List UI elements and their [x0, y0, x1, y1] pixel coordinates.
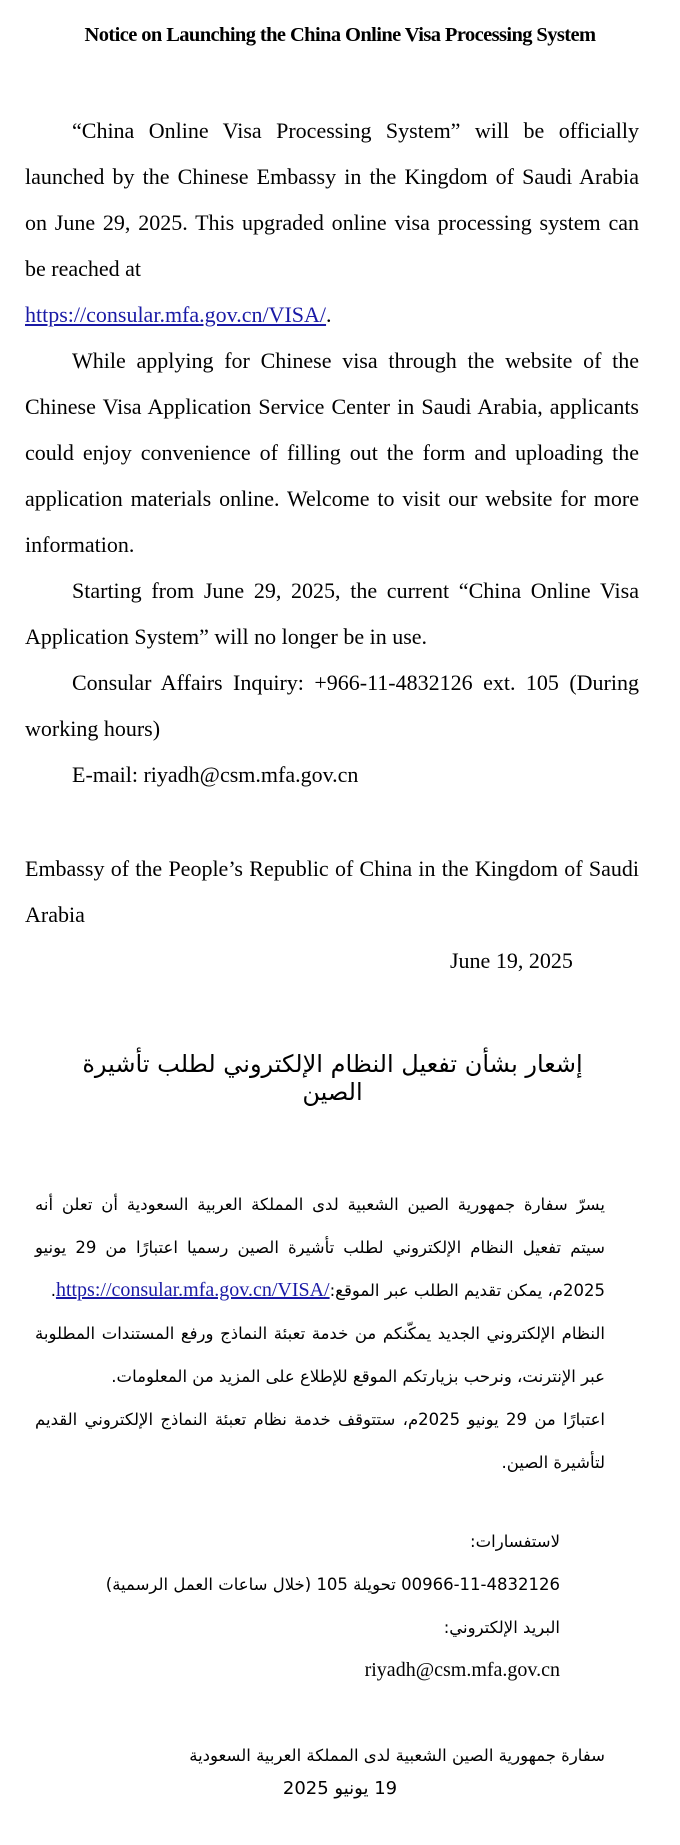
arabic-signature: [35, 1734, 605, 1778]
arabic-body: [35, 1183, 605, 1484]
arabic-contact: [80, 1520, 560, 1692]
arabic-email: riyadh@csm.mfa.gov.cn: [364, 1659, 560, 1681]
arabic-paragraph-2: النظام الإلكتروني الجديد يمكّنكم من خدمة تعبئة النماذج ورفع المستندات المطلوبة عبر الإنترنت، ونرحب بزيارتكم الموقع للإطلاع على المزيد من المعلومات.: [35, 1324, 605, 1386]
english-title: Notice on Launching the China Online Visa Processing System: [84, 24, 596, 46]
arabic-paragraph-1-end: .: [50, 1281, 56, 1300]
arabic-paragraph-1: [35, 1183, 605, 1312]
english-signature: Embassy of the People’s Republic of China in the Kingdom of Saudi Arabia: [25, 856, 639, 927]
english-body: [25, 108, 639, 798]
english-paragraph-4: Consular Affairs Inquiry: +966-11-4832126 ext. 105 (During working hours): [25, 670, 639, 741]
arabic-paragraph-1-text: يسرّ سفارة جمهورية الصين الشعبية لدى المملكة العربية السعودية أن تعلن أنه سيتم تفعيل النظام الإلكتروني لطلب تأشيرة الصين رسميا اعتبارًا من 29 يونيو 2025م، يمكن تقديم الطلب عبر الموقع:: [35, 1195, 605, 1300]
arabic-date: 19 يونيو 2025: [282, 1778, 398, 1799]
english-paragraph-1-text: “China Online Visa Processing System” will be officially launched by the Chinese Embassy in the Kingdom of Saudi Arabia on June 29, 2025. This upgraded online visa processing system can be reached at: [25, 118, 639, 281]
arabic-phone: 00966-11-4832126 تحويلة 105 (خلال ساعات العمل الرسمية): [105, 1575, 560, 1594]
english-paragraph-1: [25, 108, 639, 338]
arabic-visa-system-link[interactable]: https://consular.mfa.gov.cn/VISA/: [55, 1279, 330, 1301]
arabic-signature-text: سفارة جمهورية الصين الشعبية لدى المملكة العربية السعودية: [189, 1746, 605, 1765]
english-email: E-mail: riyadh@csm.mfa.gov.cn: [72, 762, 359, 787]
english-date: June 19, 2025: [450, 948, 573, 973]
english-paragraph-3: Starting from June 29, 2025, the current “China Online Visa Application System” will no longer be in use.: [25, 578, 639, 649]
arabic-email-label: البريد الإلكتروني:: [443, 1618, 560, 1637]
english-paragraph-1-end: .: [326, 302, 332, 327]
arabic-inquiry-label: لاستفسارات:: [470, 1532, 560, 1551]
english-paragraph-2: While applying for Chinese visa through the website of the Chinese Visa Application Service Center in Saudi Arabia, applicants could enjoy convenience of filling out the form and uploading the application materials online. Welcome to visit our website for more information.: [25, 348, 639, 557]
arabic-title: إشعار بشأن تفعيل النظام الإلكتروني لطلب تأشيرة الصين: [82, 1050, 583, 1106]
visa-system-link[interactable]: https://consular.mfa.gov.cn/VISA/: [25, 302, 327, 327]
arabic-paragraph-3: اعتبارًا من 29 يونيو 2025م، ستتوقف خدمة نظام تعبئة النماذج الإلكتروني القديم لتأشيرة الصين.: [35, 1410, 606, 1472]
